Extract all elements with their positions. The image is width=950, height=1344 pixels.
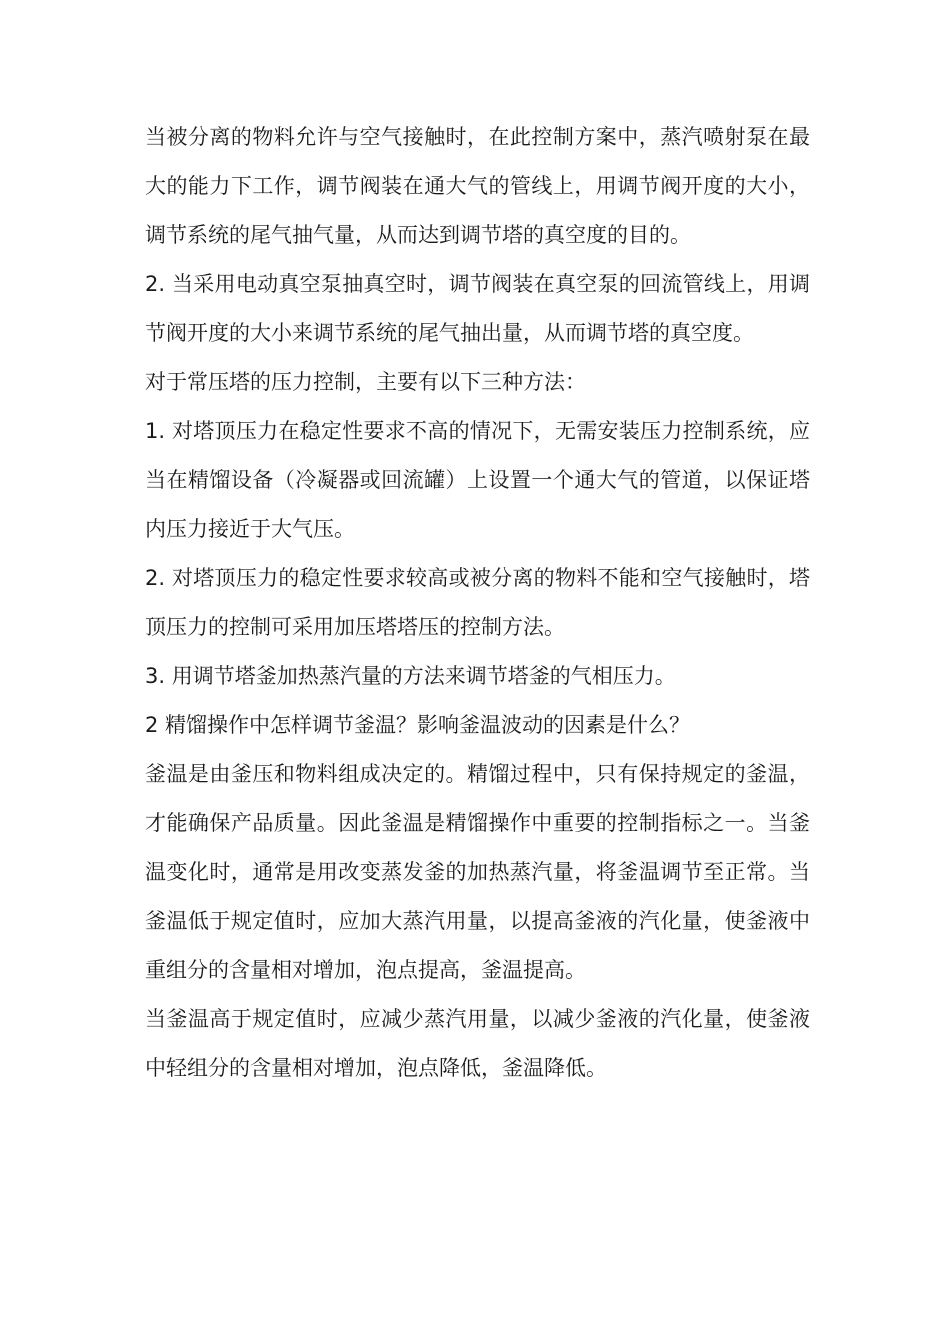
paragraph-method-2: 2. 对塔顶压力的稳定性要求较高或被分离的物料不能和空气接触时，塔顶压力的控制可采用加压塔塔压的控制方法。 bbox=[145, 566, 810, 639]
document-body bbox=[145, 113, 810, 1093]
paragraph-method-3: 3. 用调节塔釜加热蒸汽量的方法来调节塔釜的气相压力。 bbox=[145, 664, 676, 688]
paragraph-kettle-temperature: 釜温是由釜压和物料组成决定的。精馏过程中，只有保持规定的釜温，才能确保产品质量。因此釜温是精馏操作中重要的控制指标之一。当釜温变化时，通常是用改变蒸发釜的加热蒸汽量，将釜温调节至正常。当釜温低于规定值时，应加大蒸汽用量，以提高釜液的汽化量，使釜液中重组分的含量相对增加，泡点提高，釜温提高。 bbox=[145, 762, 810, 982]
paragraph-electric-vacuum-pump: 2. 当采用电动真空泵抽真空时，调节阀装在真空泵的回流管线上，用调节阀开度的大小来调节系统的尾气抽出量，从而调节塔的真空度。 bbox=[145, 272, 810, 345]
paragraph-atmospheric-tower-intro: 对于常压塔的压力控制，主要有以下三种方法： bbox=[145, 370, 586, 394]
paragraph-vacuum-steam-ejector: 当被分离的物料允许与空气接触时，在此控制方案中，蒸汽喷射泵在最大的能力下工作，调节阀装在通大气的管线上，用调节阀开度的大小，调节系统的尾气抽气量，从而达到调节塔的真空度的目的。 bbox=[145, 125, 810, 247]
paragraph-kettle-temperature-high: 当釜温高于规定值时，应减少蒸汽用量，以减少釜液的汽化量，使釜液中轻组分的含量相对增加，泡点降低，釜温降低。 bbox=[145, 1007, 810, 1080]
paragraph-method-1: 1. 对塔顶压力在稳定性要求不高的情况下，无需安装压力控制系统，应当在精馏设备（冷凝器或回流罐）上设置一个通大气的管道，以保证塔内压力接近于大气压。 bbox=[145, 419, 810, 541]
section-heading-question-2: 2 精馏操作中怎样调节釜温？影响釜温波动的因素是什么？ bbox=[145, 713, 691, 737]
